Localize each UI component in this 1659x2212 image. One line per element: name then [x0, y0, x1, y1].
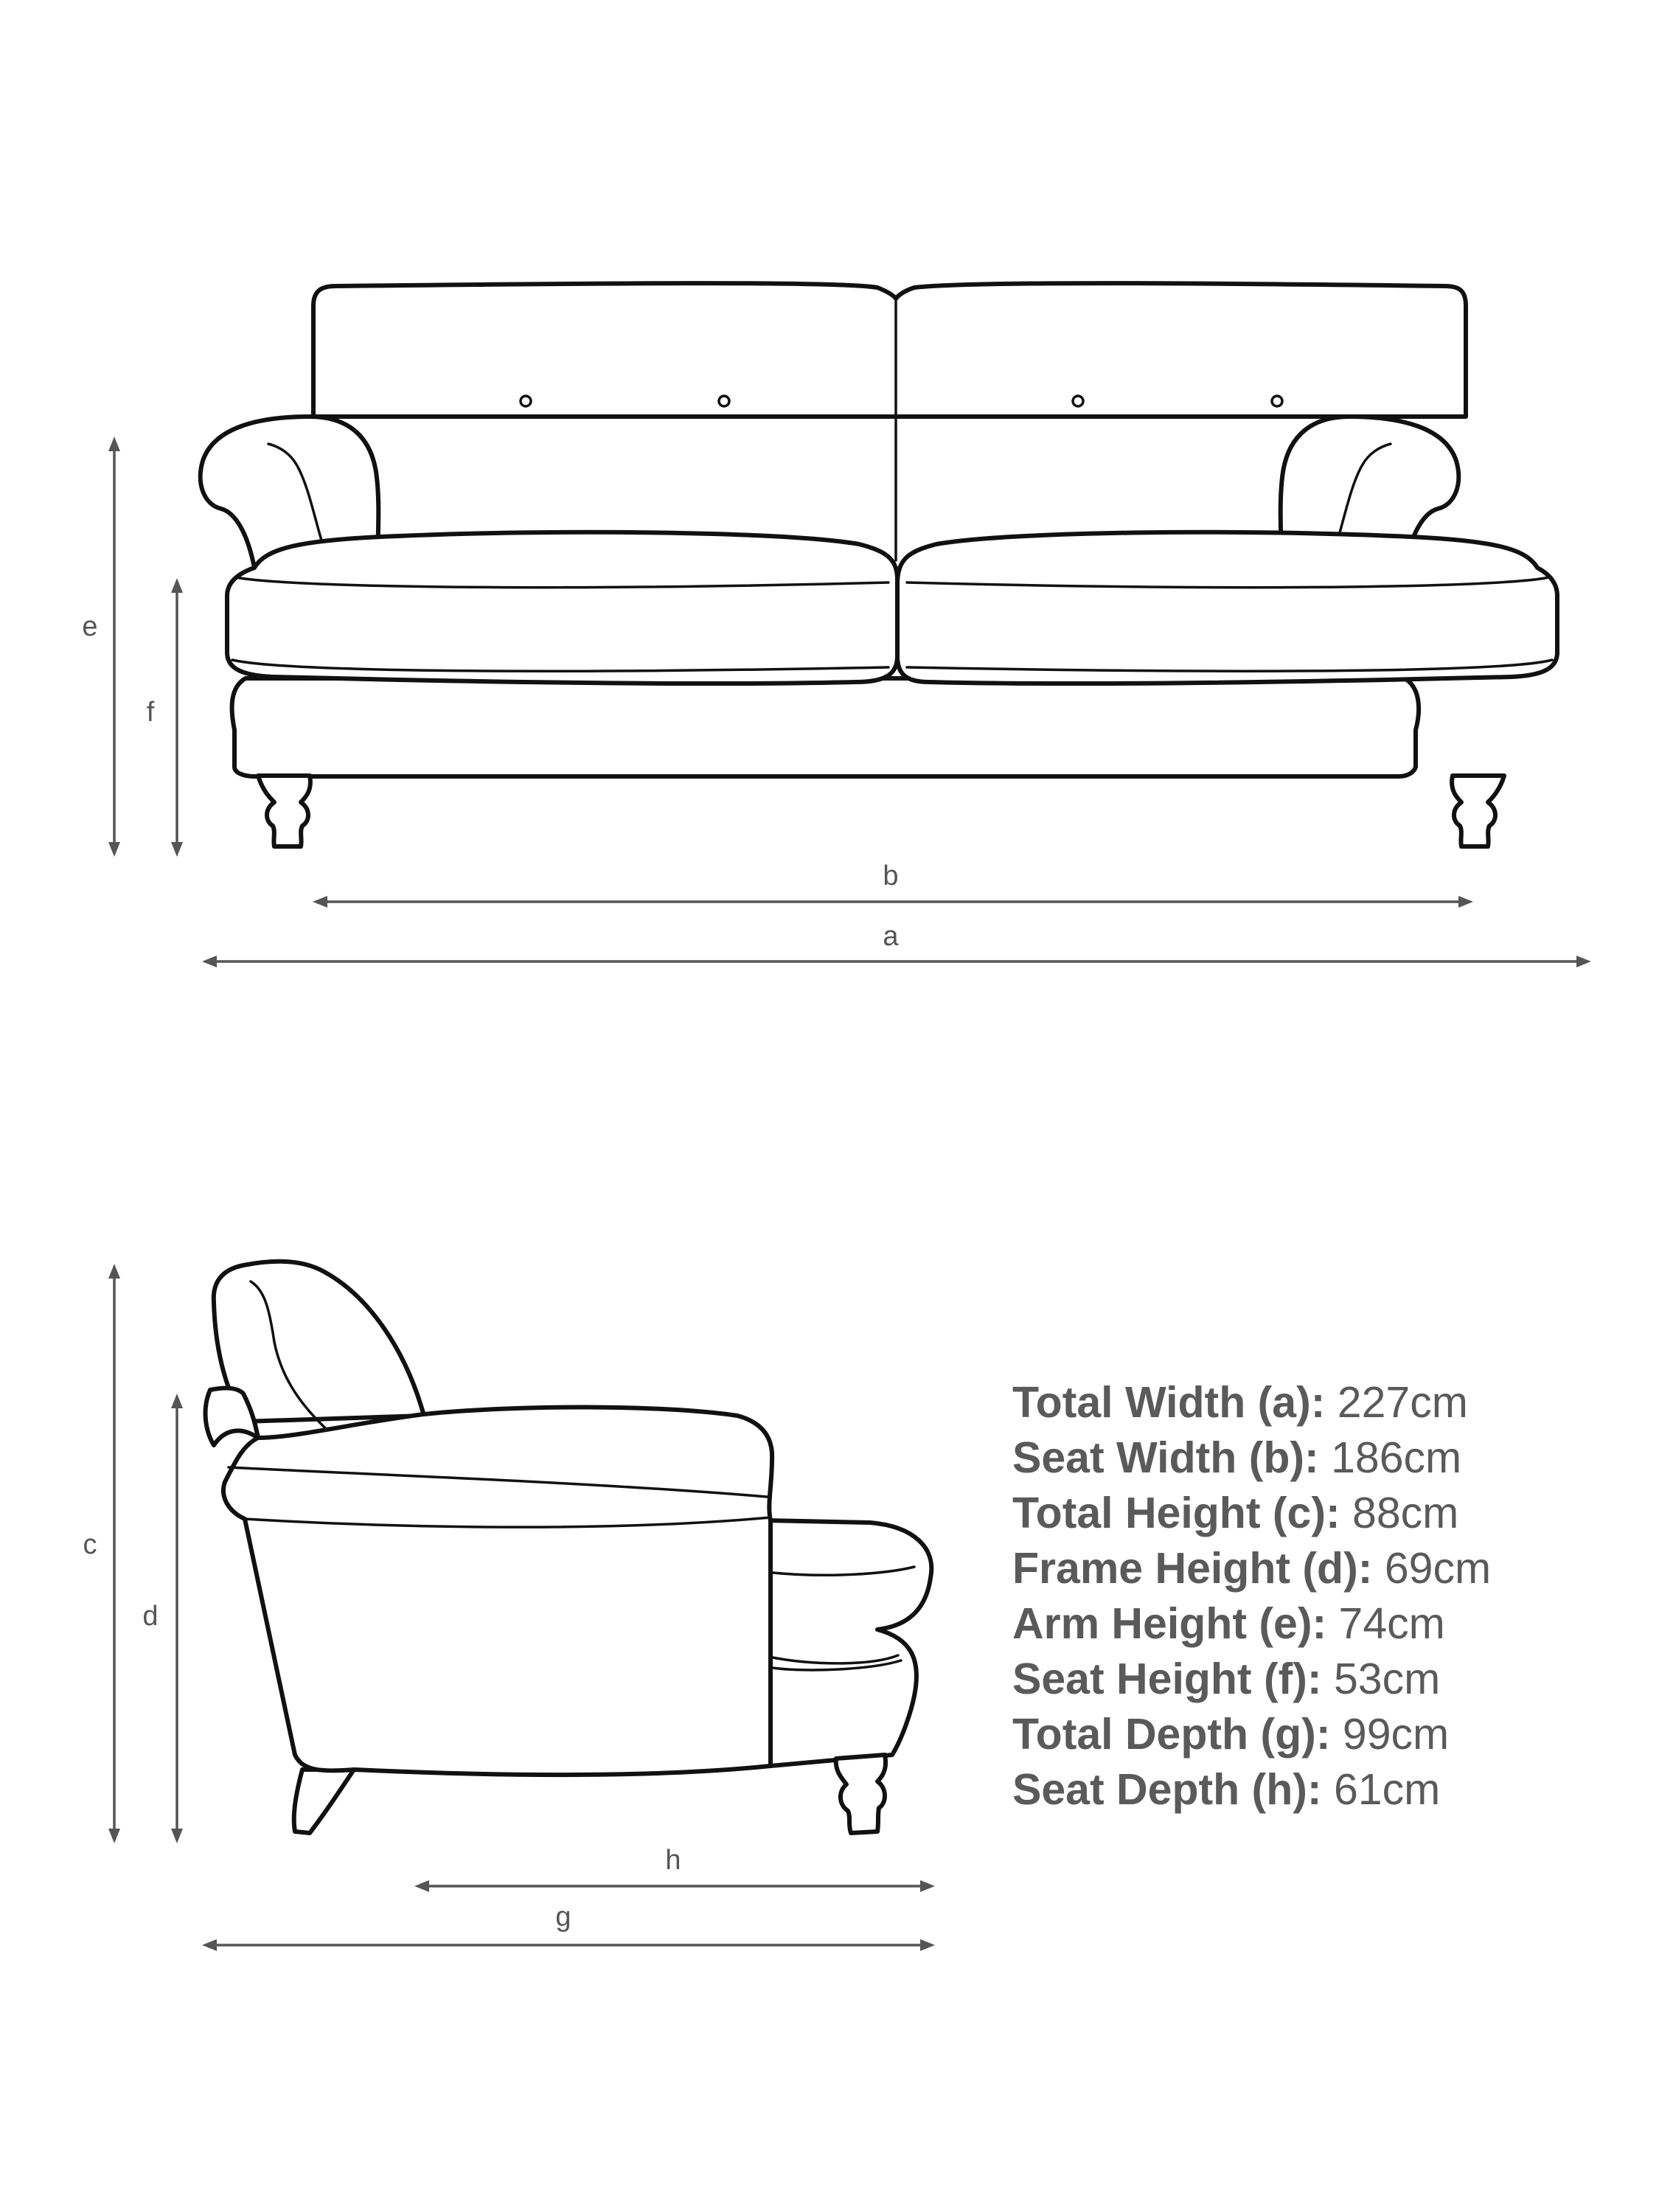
spec-frame-height [1012, 1541, 1646, 1596]
spec-seat-width [1012, 1430, 1646, 1486]
arrow-up-icon [171, 1394, 183, 1408]
dim-label-c: c [83, 1529, 97, 1560]
side-front-leg [836, 1755, 886, 1833]
front-seat-cushion-right [897, 532, 1557, 684]
arrow-right-icon [920, 1939, 935, 1951]
arrow-down-icon [171, 1829, 183, 1843]
spec-value: 69cm [1384, 1544, 1492, 1593]
arrow-right-icon [1458, 896, 1473, 908]
front-right-leg [1452, 776, 1504, 846]
arrow-up-icon [171, 578, 183, 593]
spec-total-height [1012, 1486, 1646, 1541]
side-view-sofa [206, 1262, 932, 1833]
dim-label-e: e [82, 611, 98, 642]
dim-label-f: f [146, 697, 155, 728]
arrow-down-icon [108, 842, 120, 857]
arrow-left-icon [313, 896, 327, 908]
arrow-up-icon [108, 437, 120, 451]
dim-label-h: h [665, 1845, 681, 1876]
spec-label: Seat Width (b): [1012, 1433, 1319, 1482]
spec-label: Arm Height (e): [1012, 1599, 1327, 1648]
spec-list [1012, 1375, 1646, 1818]
front-backrest [313, 283, 1466, 417]
front-view-sofa [201, 283, 1557, 846]
spec-total-depth [1012, 1707, 1646, 1762]
spec-value: 99cm [1342, 1710, 1450, 1759]
spec-value: 74cm [1338, 1599, 1445, 1648]
spec-label: Seat Height (f): [1012, 1655, 1322, 1703]
arrow-left-icon [202, 956, 217, 967]
spec-label: Frame Height (d): [1012, 1544, 1373, 1593]
front-left-leg [258, 776, 310, 846]
side-seat-front [767, 1520, 931, 1766]
spec-label: Seat Depth (h): [1012, 1765, 1322, 1814]
spec-total-width [1012, 1375, 1646, 1430]
side-back-leg [294, 1770, 354, 1833]
spec-value: 186cm [1331, 1433, 1462, 1482]
dim-label-d: d [142, 1601, 159, 1632]
arrow-left-icon [202, 1939, 217, 1951]
spec-seat-height [1012, 1652, 1646, 1707]
dim-label-a: a [883, 921, 899, 952]
spec-seat-depth [1012, 1762, 1646, 1818]
spec-value: 53cm [1333, 1655, 1441, 1703]
spec-label: Total Depth (g): [1012, 1710, 1331, 1759]
arrow-up-icon [108, 1264, 120, 1279]
front-seat-cushion-left [227, 532, 897, 684]
arrow-down-icon [108, 1829, 120, 1843]
spec-label: Total Height (c): [1012, 1489, 1340, 1537]
arrow-down-icon [171, 842, 183, 857]
arrow-right-icon [920, 1880, 935, 1892]
side-frame [206, 1388, 773, 1775]
arrow-left-icon [414, 1880, 429, 1892]
front-base [232, 678, 1419, 776]
dim-label-g: g [555, 1902, 571, 1933]
arrow-right-icon [1576, 956, 1591, 967]
spec-value: 227cm [1337, 1378, 1468, 1427]
spec-arm-height [1012, 1596, 1646, 1652]
spec-value: 61cm [1333, 1765, 1441, 1814]
spec-label: Total Width (a): [1012, 1378, 1326, 1427]
dim-label-b: b [883, 860, 899, 891]
spec-value: 88cm [1352, 1489, 1459, 1537]
